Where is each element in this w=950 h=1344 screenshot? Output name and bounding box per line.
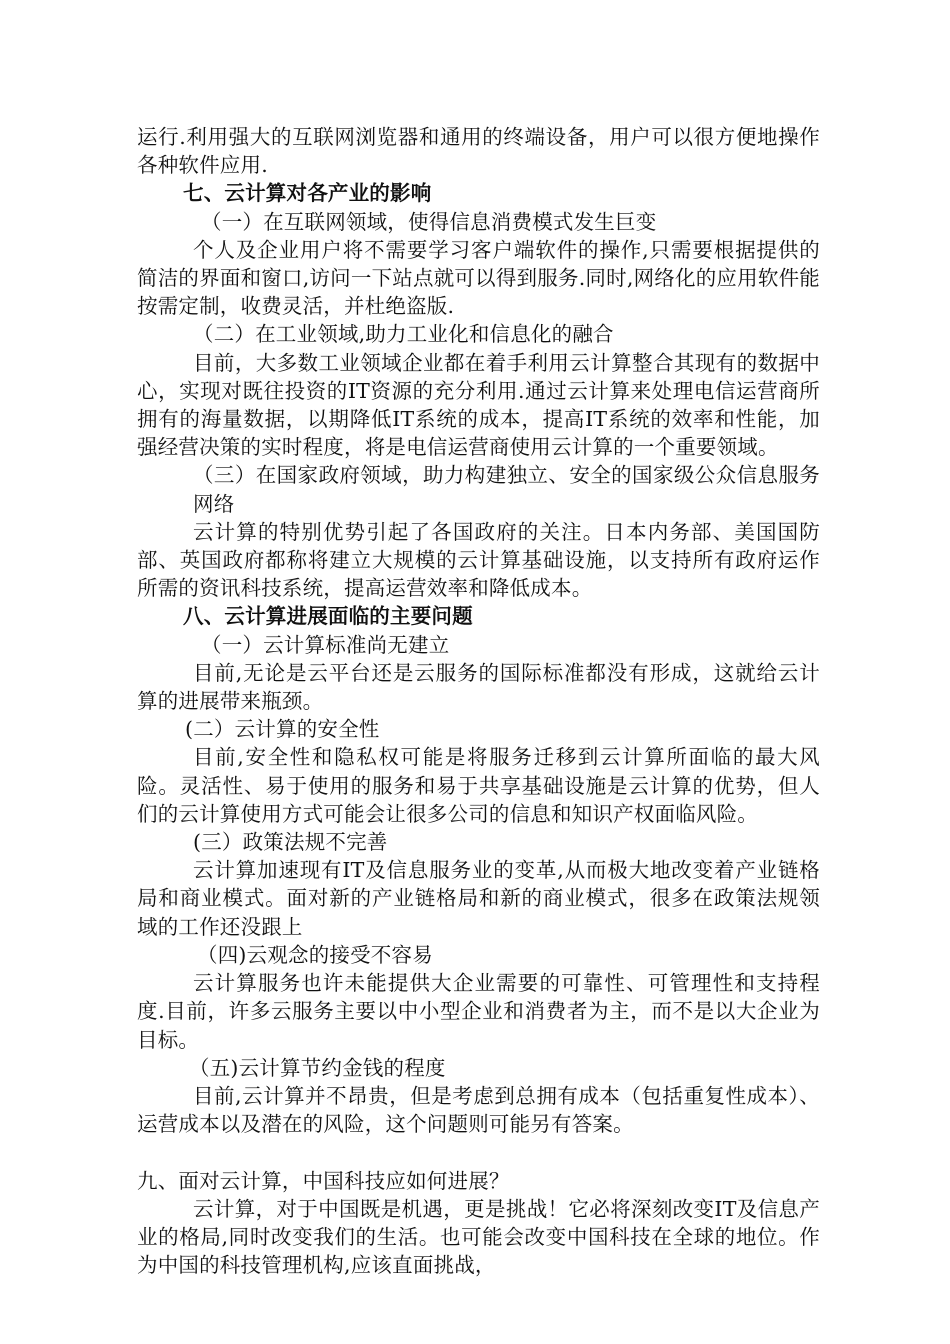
subheading-7-3: （三）在国家政府领域，助力构建独立、安全的国家级公众信息服务网络: [193, 463, 820, 516]
blank-line: [137, 1138, 820, 1166]
paragraph-9-1: 云计算，对于中国既是机遇，更是挑战！它必将深刻改变IT及信息产业的格局,同时改变我们的生活。也可能会改变中国科技在全球的地位。作为中国的科技管理机构,应该直面挑战，: [137, 1196, 820, 1278]
paragraph-7-2: 目前，大多数工业领域企业都在着手利用云计算整合其现有的数据中心，实现对既往投资的IT资源的充分利用.通过云计算来处理电信运营商所拥有的海量数据，以期降低IT系统的成本，提高IT系统的效率和性能，加强经营决策的实时程度，将是电信运营商使用云计算的一个重要领域。: [137, 350, 820, 460]
paragraph-intro-continuation: 运行.利用强大的互联网浏览器和通用的终端设备，用户可以很方便地操作各种软件应用.: [137, 125, 820, 178]
heading-section-9: 九、面对云计算，中国科技应如何进展？: [137, 1168, 510, 1193]
subheading-8-3: (三）政策法规不完善: [193, 830, 388, 855]
heading-section-8: 八、云计算进展面临的主要问题: [183, 604, 473, 629]
paragraph-8-1: 目前,无论是云平台还是云服务的国际标准都没有形成，这就给云计算的进展带来瓶颈。: [137, 660, 820, 714]
paragraph-7-3: 云计算的特别优势引起了各国政府的关注。日本内务部、美国国防部、英国政府都称将建立大规模的云计算基础设施，以支持所有政府运作所需的资讯科技系统，提高运营效率和降低成本。: [137, 519, 820, 601]
subheading-8-2: (二）云计算的安全性: [185, 717, 380, 742]
paragraph-8-4: 云计算服务也许未能提供大企业需要的可靠性、可管理性和支持程度.目前，许多云服务主要以中小型企业和消费者为主，而不是以大企业为目标。: [137, 971, 820, 1052]
subheading-8-5: （五)云计算节约金钱的程度: [189, 1055, 446, 1080]
subheading-8-1: （一）云计算标准尚无建立: [201, 632, 450, 657]
document-body: [137, 123, 820, 1279]
paragraph-8-5: 目前,云计算并不昂贵，但是考虑到总拥有成本（包括重复性成本）、运营成本以及潜在的风险，这个问题则可能另有答案。: [137, 1083, 820, 1137]
paragraph-8-3: 云计算加速现有IT及信息服务业的变革,从而极大地改变着产业链格局和商业模式。面对新的产业链格局和新的商业模式，很多在政策法规领域的工作还没跟上: [137, 858, 820, 939]
heading-section-7: 七、云计算对各产业的影响: [183, 181, 432, 206]
paragraph-7-1: 个人及企业用户将不需要学习客户端软件的操作,只需要根据提供的简洁的界面和窗口,访问一下站点就可以得到服务.同时,网络化的应用软件能按需定制，收费灵活，并杜绝盗版.: [137, 237, 820, 319]
subheading-8-4: （四)云观念的接受不容易: [197, 942, 433, 967]
subheading-7-1: （一）在互联网领域，使得信息消费模式发生巨变: [201, 209, 657, 234]
paragraph-8-2: 目前,安全性和隐私权可能是将服务迁移到云计算所面临的最大风险。灵活性、易于使用的服务和易于共享基础设施是云计算的优势，但人们的云计算使用方式可能会让很多公司的信息和知识产权面临风险。: [137, 745, 820, 826]
subheading-7-2: （二）在工业领域,助力工业化和信息化的融合: [193, 322, 614, 347]
